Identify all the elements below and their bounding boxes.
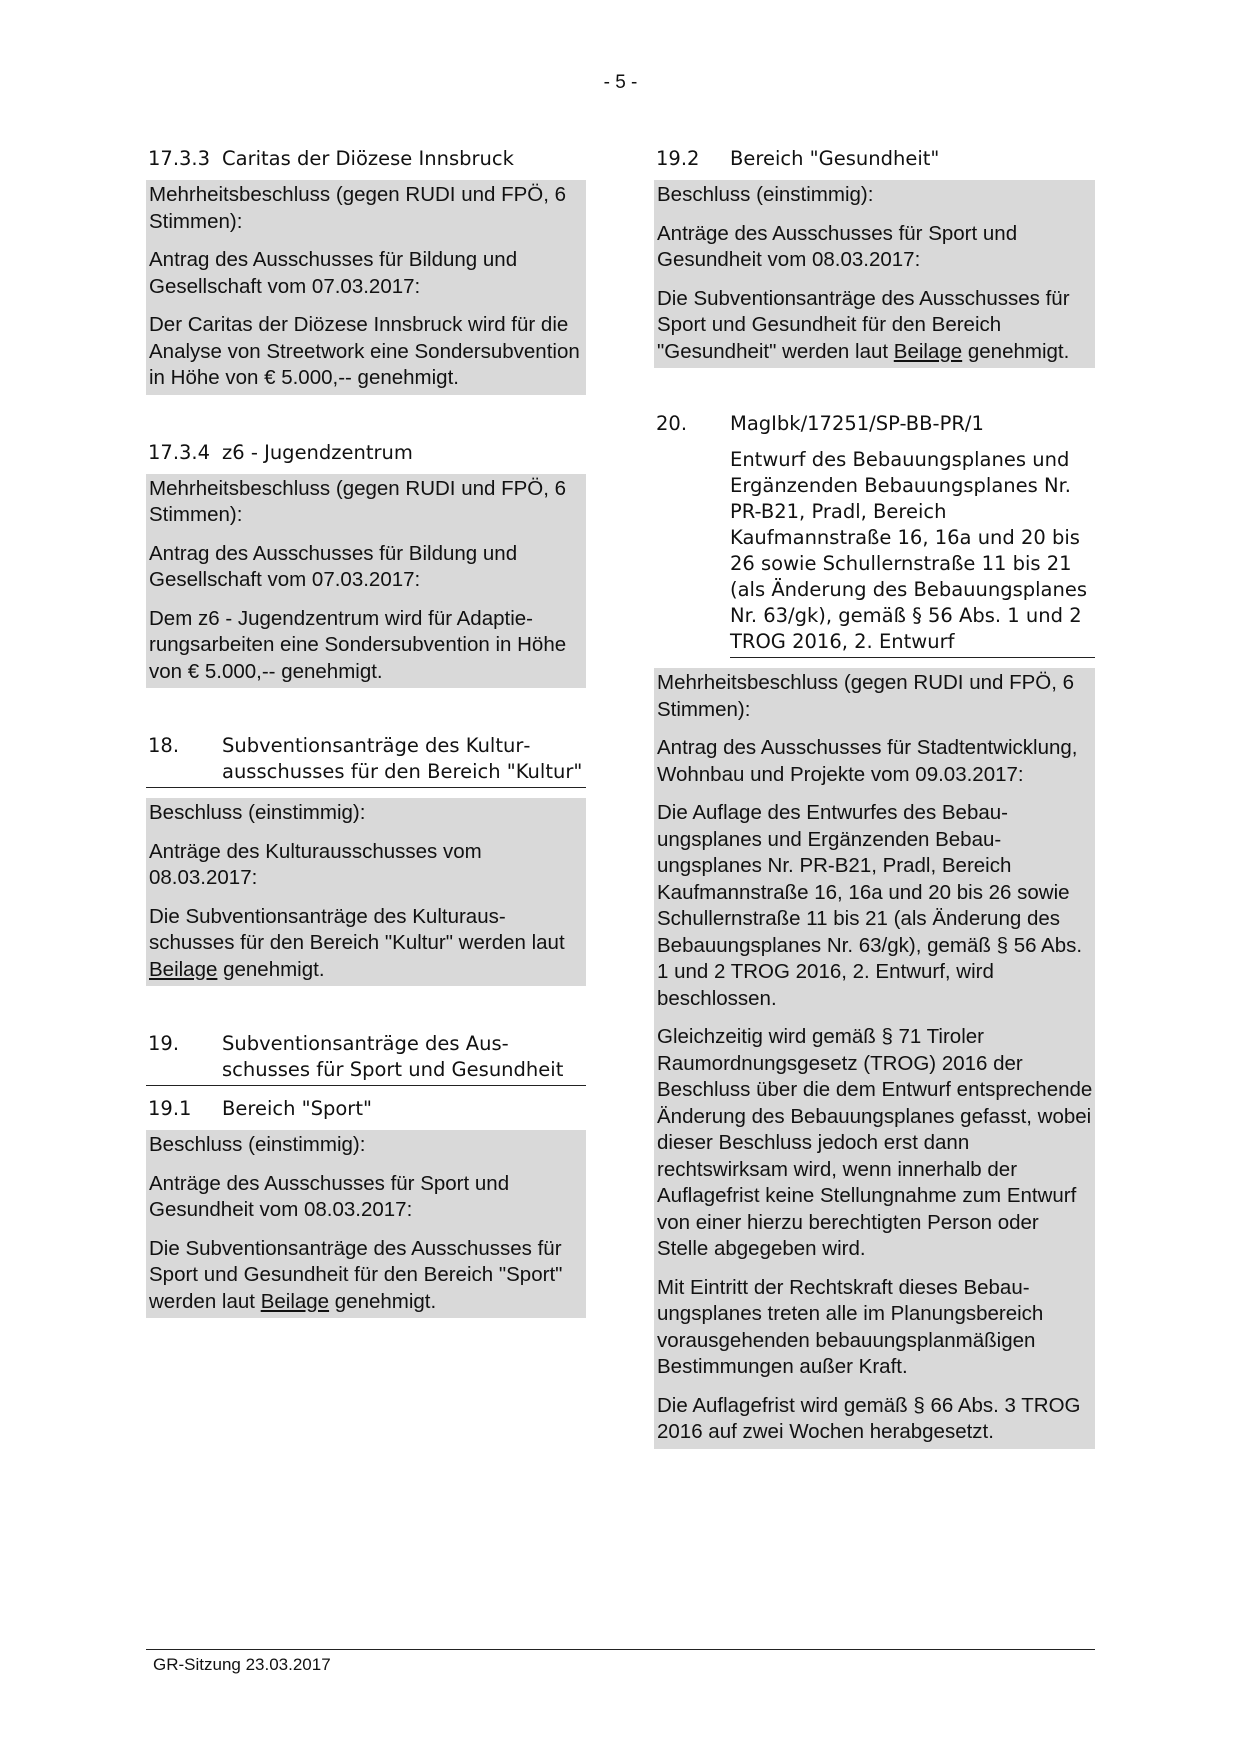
vote-line: Beschluss (einstimmig): — [657, 183, 874, 206]
resolution-text-start: Die Subventionsanträge des Ausschusses für Sport und Gesundheit für den Bereich "Gesundheit" werden laut — [657, 286, 1070, 363]
section-title: Bereich "Gesundheit" — [730, 147, 940, 170]
resolution-text — [657, 286, 1093, 366]
section-19-1-heading — [146, 1096, 586, 1122]
section-number: 19. — [148, 1032, 180, 1055]
left-column — [146, 146, 586, 1318]
vote-line: Mehrheitsbeschluss (gegen RUDI und FPÖ, 6 Stimmen): — [149, 183, 567, 233]
section-20 — [654, 411, 1095, 658]
beilage-link[interactable]: Beilage — [893, 339, 963, 363]
section-title: Subventionsanträge des Kulturausschusses für den Bereich "Kultur" — [222, 734, 583, 783]
resolution-box-17-3-4 — [146, 474, 586, 689]
motion-line: Antrag des Ausschusses für Bildung und Gesellschaft vom 07.03.2017: — [149, 248, 518, 298]
section-17-3-4-heading — [146, 440, 586, 466]
beilage-link[interactable]: Beilage — [260, 1289, 330, 1313]
resolution-text-end: genehmigt. — [962, 339, 1070, 363]
resolution-text — [149, 904, 584, 984]
section-number: 17.3.3 — [148, 147, 211, 170]
section-18-heading — [146, 733, 586, 788]
resolution-text — [149, 1236, 584, 1316]
section-number: 17.3.4 — [148, 440, 211, 464]
motion-line: Anträge des Kulturausschusses vom 08.03.2017: — [149, 839, 482, 889]
resolution-text: Der Caritas der Diözese Innsbruck wird für die Analyse von Streetwork eine Sondersubvention in Höhe von € 5.000,-- genehmigt. — [149, 313, 580, 389]
resolution-text-start: Die Subventionsanträge des Kulturausschusses für den Bereich "Kultur" werden laut — [149, 904, 565, 954]
motion-line: Anträge des Ausschusses für Sport und Gesundheit vom 08.03.2017: — [657, 221, 1018, 271]
resolution-box-18 — [146, 798, 586, 986]
page-number: - 5 - — [603, 72, 638, 93]
resolution-paragraph-4: Die Auflagefrist wird gemäß § 66 Abs. 3 TROG 2016 auf zwei Wochen herabgesetzt. — [657, 1393, 1081, 1443]
section-number: 18. — [148, 734, 180, 757]
section-20-heading — [654, 411, 1095, 437]
vote-line: Beschluss (einstimmig): — [149, 801, 366, 824]
section-number: 20. — [656, 412, 688, 435]
resolution-paragraph-1: Die Auflage des Entwurfes des Bebauungsplanes und Ergänzenden Bebauungsplanes Nr. PR-B21, Pradl, Bereich Kaufmannstraße 16, 16a und 20 bis 26 sowie Schullernstraße 11 bis 21 (als Änderung des Bebauungsplanes Nr. 63/gk), gemäß § 56 Abs. 1 und 2 TROG 2016, 2. Entwurf, wird beschlossen. — [657, 801, 1083, 1010]
footer-rule — [146, 1649, 1095, 1650]
right-column — [654, 146, 1095, 1449]
section-19-2-heading — [654, 146, 1095, 172]
resolution-text-start: Die Subventionsanträge des Ausschusses für Sport und Gesundheit für den Bereich "Sport" werden laut — [149, 1236, 563, 1313]
resolution-paragraph-2: Gleichzeitig wird gemäß § 71 Tiroler Raumordnungsgesetz (TROG) 2016 der Beschluss über die dem Entwurf entsprechende Änderung des Bebauungsplanes gefasst, wobei dieser Beschluss jedoch erst dann rechtswirksam wird, wenn innerhalb der Auflagefrist keine Stellungnahme zum Entwurf von einer hierzu berechtigten Person oder Stelle abgegeben wird. — [657, 1025, 1093, 1260]
section-17-3-3-heading — [146, 146, 586, 172]
file-reference: MagIbk/17251/SP-BB-PR/1 — [730, 412, 984, 435]
section-19-heading — [146, 1031, 586, 1086]
motion-line: Antrag des Ausschusses für Bildung und Gesellschaft vom 07.03.2017: — [149, 541, 518, 591]
section-title: Subventionsanträge des Ausschusses für Sport und Gesundheit — [222, 1032, 564, 1081]
vote-line: Mehrheitsbeschluss (gegen RUDI und FPÖ, 6 Stimmen): — [657, 671, 1075, 721]
resolution-box-19-1 — [146, 1130, 586, 1318]
section-number: 19.1 — [148, 1097, 192, 1120]
section-number: 19.2 — [656, 147, 700, 170]
resolution-text-end: genehmigt. — [329, 1289, 437, 1313]
resolution-box-17-3-3 — [146, 180, 586, 395]
section-title: Bereich "Sport" — [222, 1097, 372, 1120]
resolution-box-20 — [654, 668, 1095, 1449]
section-title: Caritas der Diözese Innsbruck — [222, 147, 514, 170]
vote-line: Beschluss (einstimmig): — [149, 1133, 366, 1156]
section-title: z6 - Jugendzentrum — [222, 440, 413, 464]
motion-line: Anträge des Ausschusses für Sport und Gesundheit vom 08.03.2017: — [149, 1171, 510, 1221]
resolution-text: Dem z6 - Jugendzentrum wird für Adaptierungsarbeiten eine Sondersubvention in Höhe von € 5.000,-- genehmigt. — [149, 606, 567, 683]
vote-line: Mehrheitsbeschluss (gegen RUDI und FPÖ, 6 Stimmen): — [149, 476, 567, 526]
section-20-title: Entwurf des Bebauungsplanes und Ergänzenden Bebauungsplanes Nr. PR-B21, Pradl, Bereich Kaufmannstraße 16, 16a und 20 bis 26 sowie Schullernstraße 11 bis 21 (als Änderung des Bebauungsplanes Nr. 63/gk), gemäß § 56 Abs. 1 und 2 TROG 2016, 2. Entwurf — [730, 447, 1095, 658]
motion-line: Antrag des Ausschusses für Stadtentwicklung, Wohnbau und Projekte vom 09.03.2017: — [657, 736, 1078, 786]
resolution-paragraph-3: Mit Eintritt der Rechtskraft dieses Bebauungsplanes treten alle im Planungsbereich vorausgehenden bebauungsplanmäßigen Bestimmungen außer Kraft. — [657, 1275, 1044, 1378]
footer-session-date: GR-Sitzung 23.03.2017 — [153, 1655, 331, 1674]
resolution-box-19-2 — [654, 180, 1095, 368]
resolution-text-end: genehmigt. — [217, 957, 325, 981]
beilage-link[interactable]: Beilage — [149, 957, 218, 981]
